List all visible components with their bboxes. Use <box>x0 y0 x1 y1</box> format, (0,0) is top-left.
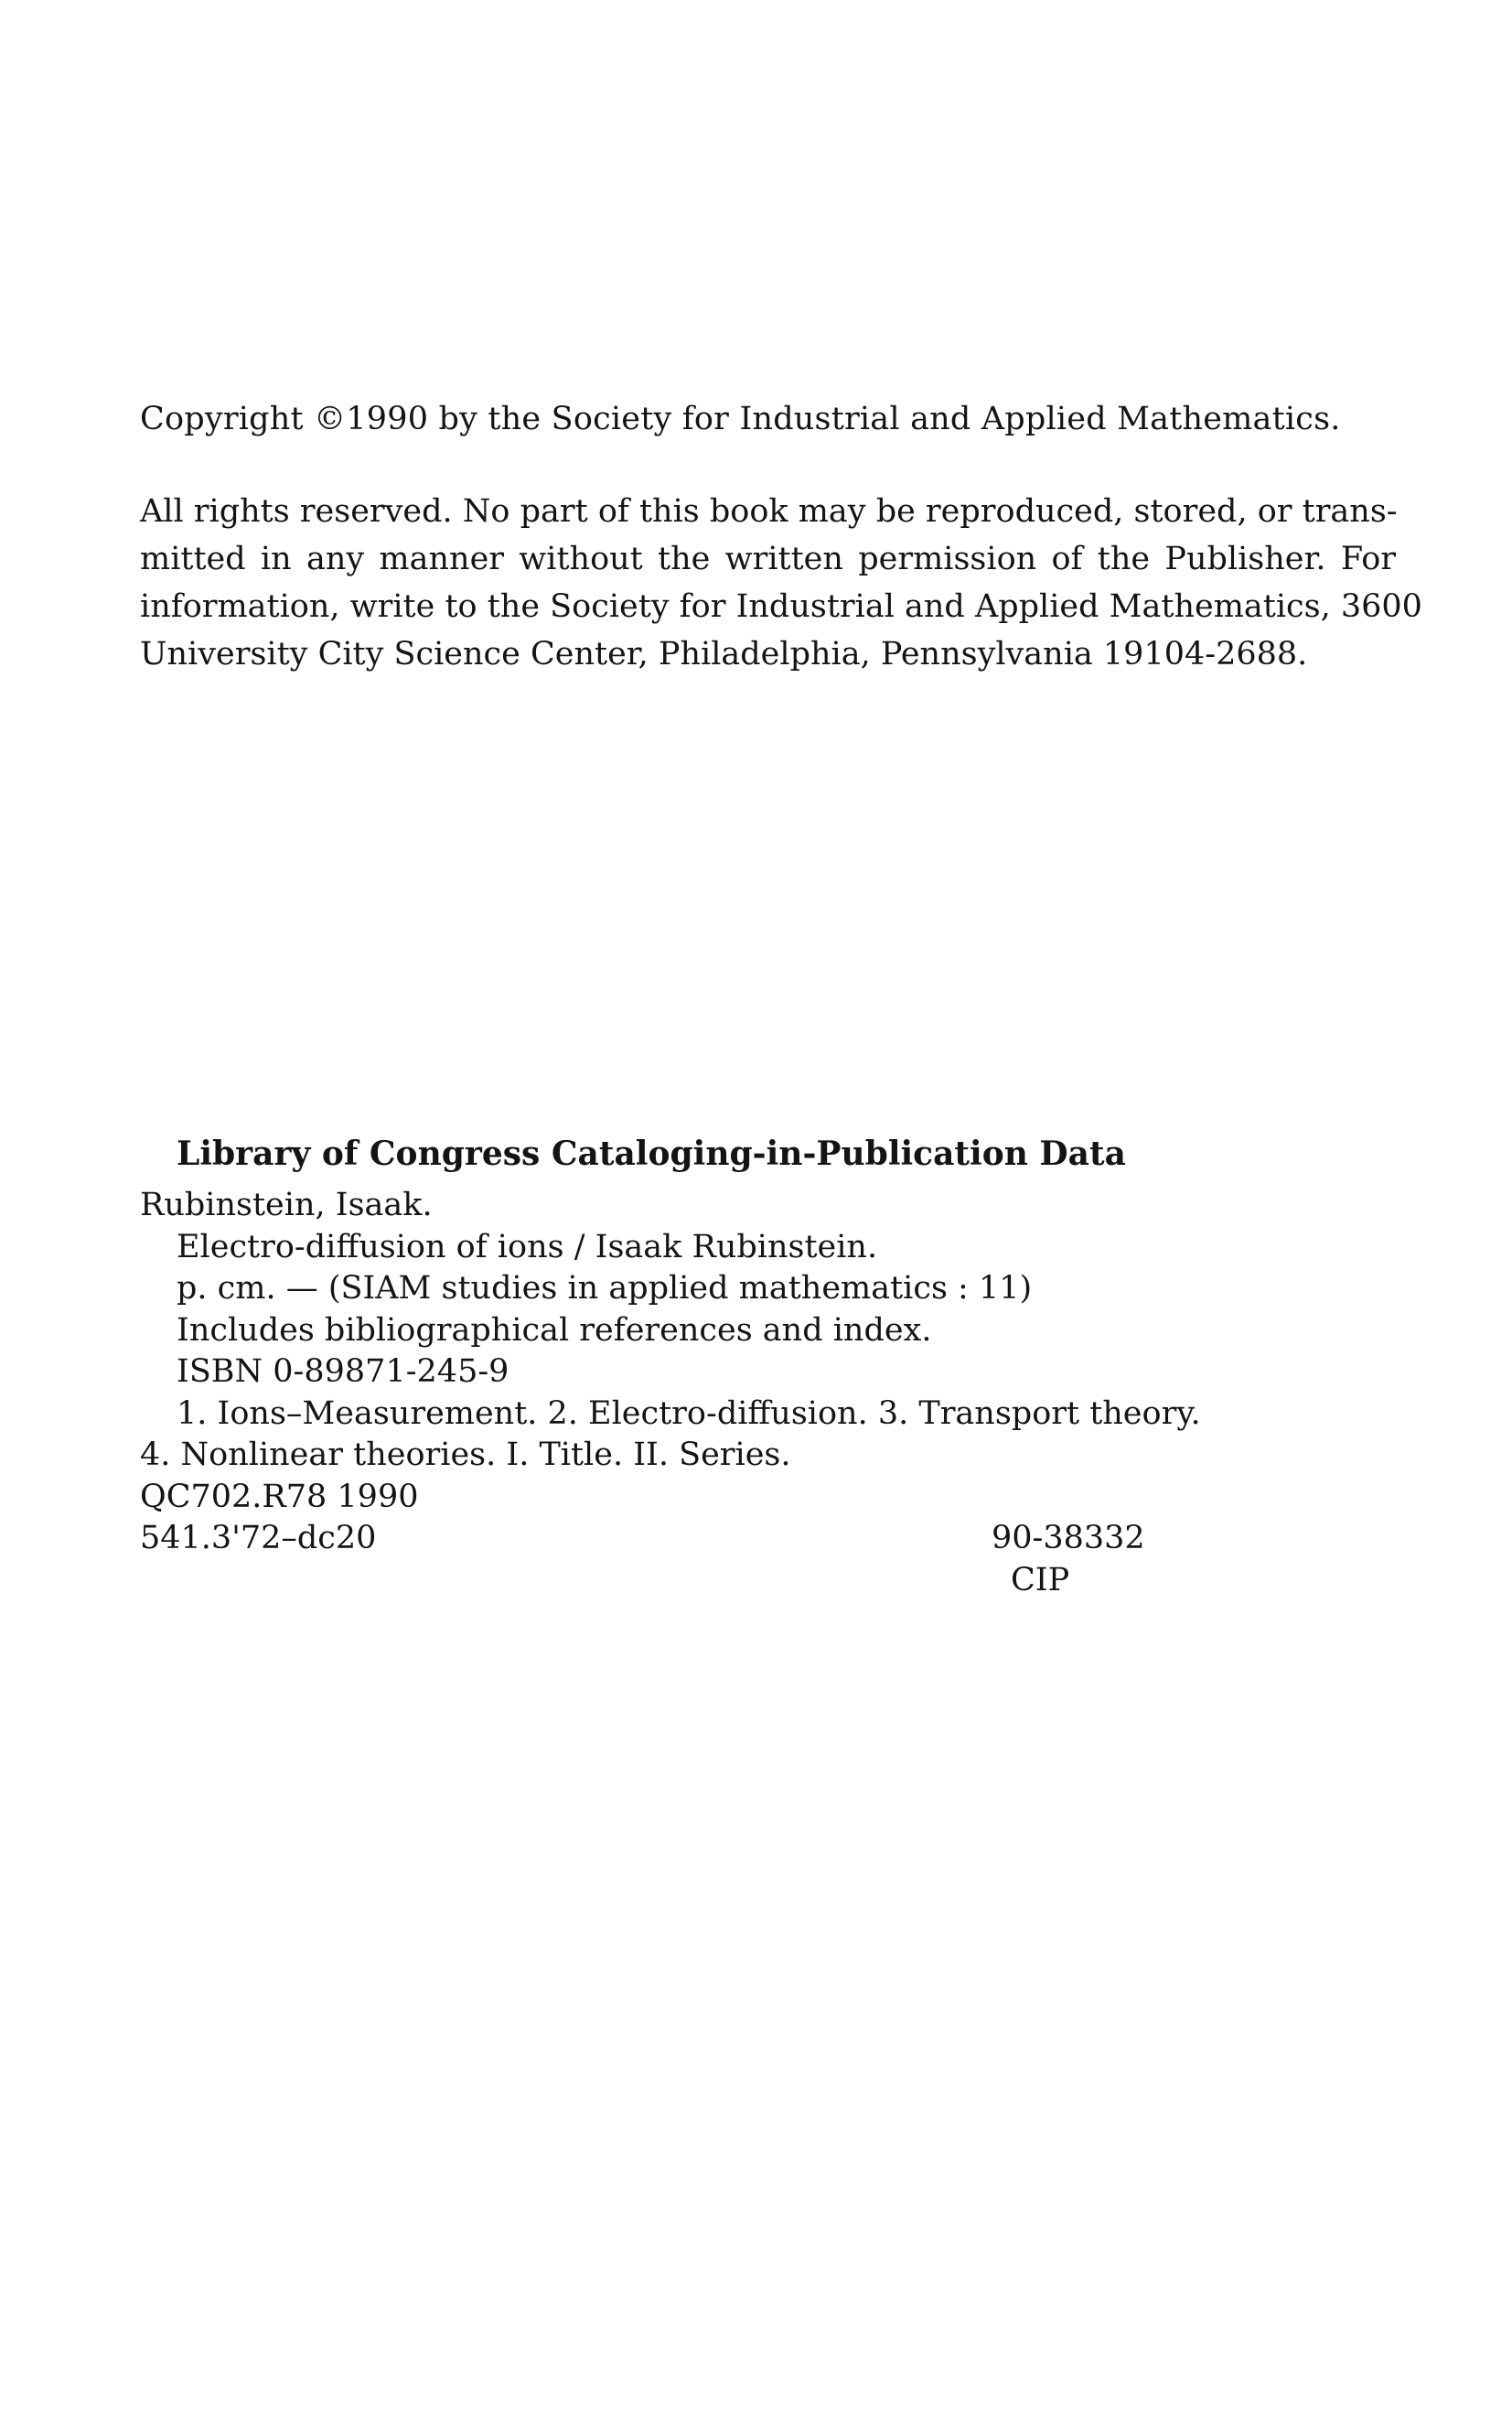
cip-label: CIP <box>1011 1561 1070 1598</box>
cip-subjects: 1. Ions–Measurement. 2. Electro-diffusion. 3. Transport theory. <box>177 1394 1201 1432</box>
cip-title: Electro-diffusion of ions / Isaak Rubinstein. <box>177 1228 878 1265</box>
cip-heading: Library of Congress Cataloging-in-Publication Data <box>177 1135 1126 1173</box>
cip-isbn: ISBN 0-89871-245-9 <box>177 1353 509 1390</box>
rights-line: mitted in any manner without the written permission of the Publisher. For <box>140 541 1396 577</box>
cip-dewey-row <box>140 1518 1238 1560</box>
cip-lc-call-number: QC702.R78 1990 <box>140 1478 419 1515</box>
cip-lccn: 90-38332 <box>992 1520 1145 1556</box>
rights-line: All rights reserved. No part of this book may be reproduced, stored, or trans- <box>140 493 1398 530</box>
cip-includes: Includes bibliographical references and index. <box>177 1311 932 1349</box>
rights-line: University City Science Center, Philadelphia, Pennsylvania 19104-2688. <box>140 636 1308 673</box>
cip-label-row <box>140 1560 1238 1602</box>
rights-paragraph <box>140 488 1422 678</box>
cip-author: Rubinstein, Isaak. <box>140 1187 433 1223</box>
cip-series: p. cm. — (SIAM studies in applied mathematics : 11) <box>177 1270 1033 1307</box>
cip-block <box>140 1128 1238 1601</box>
copyright-notice: Copyright ©1990 by the Society for Industrial and Applied Mathematics. <box>140 401 1341 437</box>
cip-dewey: 541.3'72–dc20 <box>140 1520 377 1556</box>
rights-line: information, write to the Society for Industrial and Applied Mathematics, 3600 <box>140 588 1422 625</box>
cip-subjects-continued: 4. Nonlinear theories. I. Title. II. Series. <box>140 1437 791 1473</box>
